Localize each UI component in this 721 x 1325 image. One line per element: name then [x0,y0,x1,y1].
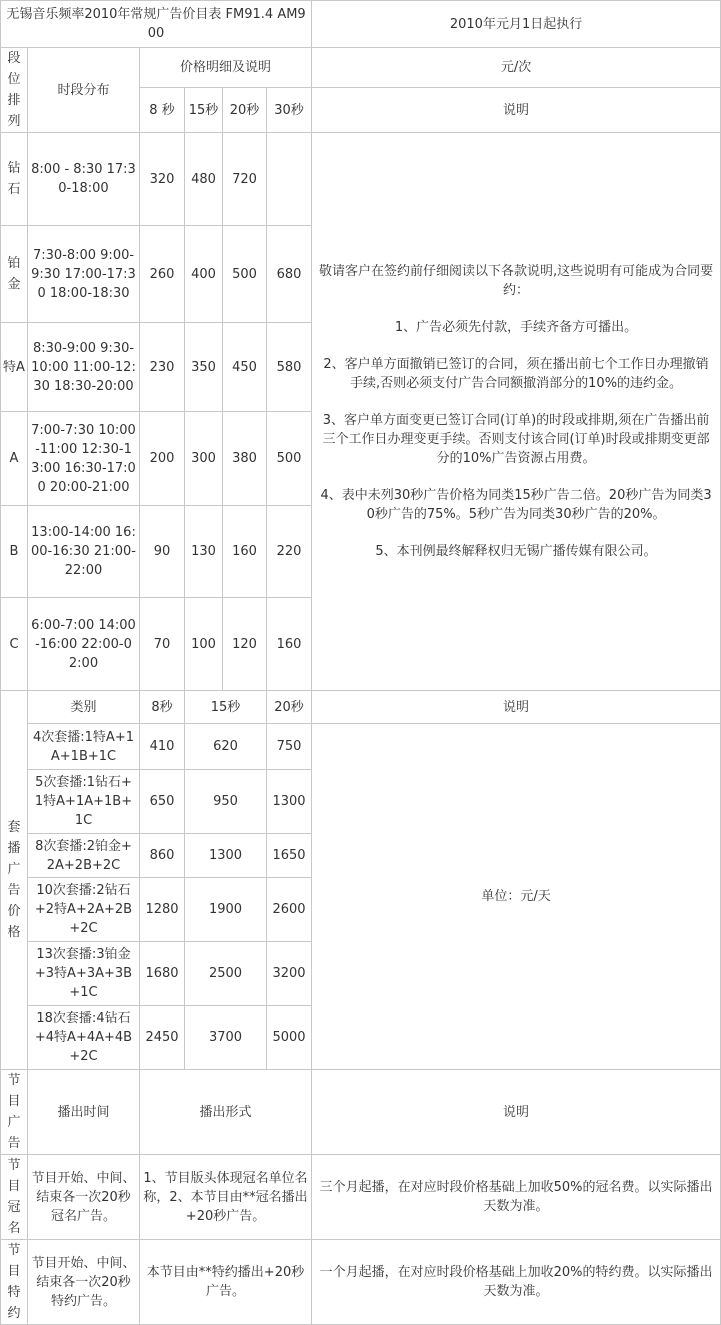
effective-date: 2010年元月1日起执行 [312,1,721,48]
price-cell: 5000 [267,1006,312,1070]
note-item: 2、客户单方面撤销已签订的合同，须在播出前七个工作日办理撤销手续,否则必须支付广告合同额撤消部分的10%的违约金。 [323,357,709,391]
price-cell: 1300 [185,834,267,878]
price-cell: 230 [140,323,185,412]
airtime-cell: 节目开始、中间、结束各一次20秒特约广告。 [28,1240,140,1325]
price-cell: 3700 [185,1006,267,1070]
price-cell: 500 [267,412,312,506]
price-cell: 200 [140,412,185,506]
table-row [1,1240,721,1325]
col-desc-header: 说明 [312,691,721,724]
price-cell: 400 [185,226,223,323]
rank-label: 钻石 [1,133,28,226]
page-title: 无锡音乐频率2010年常规广告价目表 FM91.4 AM900 [1,1,312,48]
col-form-header: 播出形式 [140,1070,312,1155]
price-cell: 100 [185,598,223,691]
price-cell: 1280 [140,878,185,942]
price-cell: 500 [223,226,267,323]
desc-cell: 三个月起播，在对应时段价格基础上加收50%的冠名费。以实际播出天数为准。 [312,1155,721,1240]
price-cell: 450 [223,323,267,412]
duration-header: 20秒 [223,88,267,133]
col-price-header: 价格明细及说明 [140,48,312,88]
title-row [1,1,721,48]
table-row [1,133,721,226]
price-cell: 860 [140,834,185,878]
price-cell: 320 [140,133,185,226]
package-unit: 单位：元/天 [312,724,721,1070]
note-item: 敬请客户在签约前仔细阅读以下各款说明,这些说明有可能成为合同要约： [318,264,714,298]
package-type: 4次套播:1特A+1A+1B+1C [28,724,140,770]
price-cell: 650 [140,770,185,834]
package-type: 13次套播:3铂金+3特A+3A+3B+1C [28,942,140,1006]
price-cell: 380 [223,412,267,506]
col-time-header: 时段分布 [28,48,140,133]
duration-header: 30秒 [267,88,312,133]
price-cell: 1680 [140,942,185,1006]
program-type-label: 节目特约 [1,1240,28,1325]
section2-header-row [1,691,721,724]
package-type: 10次套播:2钻石+2特A+2A+2B+2C [28,878,140,942]
col-desc-header: 说明 [312,1070,721,1155]
time-slots: 6:00-7:00 14:00-16:00 22:00-02:00 [28,598,140,691]
col-15s-header: 15秒 [185,691,267,724]
rank-label: 铂金 [1,226,28,323]
col-type-header: 类别 [28,691,140,724]
time-slots: 8:00 - 8:30 17:30-18:00 [28,133,140,226]
time-slots: 7:30-8:00 9:00-9:30 17:00-17:30 18:00-18:30 [28,226,140,323]
price-cell: 2500 [185,942,267,1006]
section1-header-row [1,48,721,88]
price-cell: 580 [267,323,312,412]
rank-label: A [1,412,28,506]
desc-cell: 一个月起播，在对应时段价格基础上加收20%的特约费。以实际播出天数为准。 [312,1240,721,1325]
section3-header-row [1,1070,721,1155]
price-cell: 410 [140,724,185,770]
package-section-label: 套播广告价格 [1,691,28,1070]
col-airtime-header: 播出时间 [28,1070,140,1155]
price-cell: 750 [267,724,312,770]
note-item: 1、广告必须先付款，手续齐备方可播出。 [394,320,638,335]
note-item: 3、客户单方面变更已签订合同(订单)的时段或排期,须在广告播出前三个工作日办理变更手续。否则支付该合同(订单)时段或排期变更部分的10%广告资源占用费。 [322,413,710,466]
price-cell: 720 [223,133,267,226]
time-slots: 7:00-7:30 10:00-11:00 12:30-13:00 16:30-17:00 20:00-21:00 [28,412,140,506]
col-20s-header: 20秒 [267,691,312,724]
price-cell: 130 [185,506,223,598]
price-cell: 620 [185,724,267,770]
program-section-label: 节目广告 [1,1070,28,1155]
price-cell: 90 [140,506,185,598]
price-cell: 680 [267,226,312,323]
price-cell: 950 [185,770,267,834]
form-cell: 1、节目版头体现冠名单位名称，2、本节目由**冠名播出+20秒广告。 [140,1155,312,1240]
program-type-label: 节目冠名 [1,1155,28,1240]
col-rank-header: 段位排列 [1,48,28,133]
price-cell: 160 [223,506,267,598]
duration-header: 15秒 [185,88,223,133]
table-row [1,1155,721,1240]
price-cell: 160 [267,598,312,691]
price-cell: 70 [140,598,185,691]
price-cell: 3200 [267,942,312,1006]
price-cell: 220 [267,506,312,598]
price-cell: 2600 [267,878,312,942]
form-cell: 本节目由**特约播出+20秒广告。 [140,1240,312,1325]
table-row [1,724,721,770]
price-cell: 350 [185,323,223,412]
col-unit-header: 元/次 [312,48,721,88]
rank-label: 特A [1,323,28,412]
price-cell [267,133,312,226]
package-type: 18次套播:4钻石+4特A+4A+4B+2C [28,1006,140,1070]
terms-notes [312,133,721,691]
package-type: 5次套播:1钻石+1特A+1A+1B+1C [28,770,140,834]
price-cell: 260 [140,226,185,323]
col-8s-header: 8秒 [140,691,185,724]
package-type: 8次套播:2铂金+2A+2B+2C [28,834,140,878]
airtime-cell: 节目开始、中间、结束各一次20秒冠名广告。 [28,1155,140,1240]
price-cell: 1300 [267,770,312,834]
note-item: 4、表中未列30秒广告价格为同类15秒广告二倍。20秒广告为同类30秒广告的75%。5秒广告为同类30秒广告的20%。 [320,488,712,522]
note-item: 5、本刊例最终解释权归无锡广播传媒有限公司。 [375,544,657,559]
price-cell: 480 [185,133,223,226]
price-cell: 2450 [140,1006,185,1070]
time-slots: 8:30-9:00 9:30-10:00 11:00-12:30 18:30-20:00 [28,323,140,412]
price-cell: 1650 [267,834,312,878]
duration-header: 8 秒 [140,88,185,133]
col-desc-header: 说明 [312,88,721,133]
price-cell: 1900 [185,878,267,942]
price-cell: 300 [185,412,223,506]
price-cell: 120 [223,598,267,691]
rank-label: B [1,506,28,598]
rank-label: C [1,598,28,691]
time-slots: 13:00-14:00 16:00-16:30 21:00-22:00 [28,506,140,598]
